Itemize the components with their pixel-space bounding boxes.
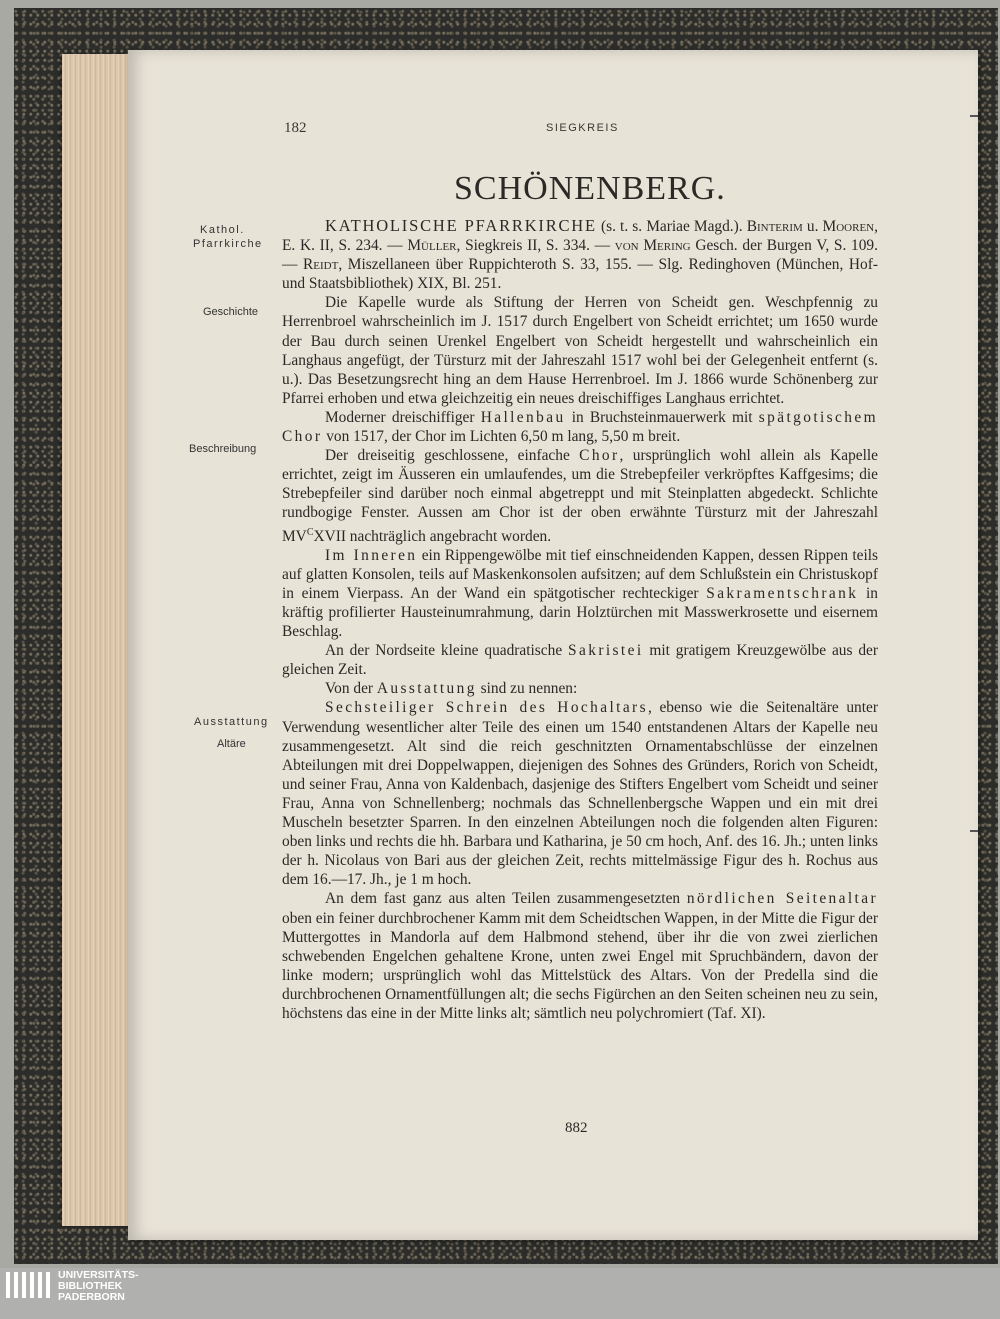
running-title: SIEGKREIS [546, 122, 619, 134]
paragraph-bibliography: KATHOLISCHE PFARRKIRCHE (s. t. s. Mariae Magd.). Binterim u. Mooren, E. K. II, S. 234. — Müller, Siegkreis II, S. 334. — von Mering Gesch. der Burgen V, S. 109. — Reidt, Miszellaneen über Ruppichteroth S. 33, 155. — Slg. Redinghoven (München, Hof- und Staatsbibliothek) XIX, Bl. 251. [282, 216, 878, 293]
paragraph-side-altar: An dem fast ganz aus alten Teilen zusammengesetzten nördlichen Seitenaltar oben ein feiner durchbrochener Kamm mit dem Scheidtschen Wappen, in der Mitte die Figur der Muttergottes in Mandorla auf dem Halbmond stehend, über ihr die von zwei zierlichen schwebenden Engelchen gehaltene Krone, unten zwei Engel mit Spruchbändern, davon der linke modern; ursprünglich wohl das Mittelstück des Altars. Von der Predella sind die durchbrochenen Ornamentfüllungen alt; die sechs Figürchen an den Seiten scheinen neu zu sein, höchstens das eine in der Mitte links alt; sämtlich neu polychromiert (Taf. XI). [282, 890, 878, 1022]
binding-mark [970, 830, 978, 832]
body-text [282, 216, 878, 1023]
folio-number: 882 [565, 1120, 588, 1136]
margin-note-altaere: Altäre [217, 738, 246, 750]
library-footer [0, 1268, 1000, 1319]
paragraph-high-altar: Sechsteiliger Schrein des Hochaltars, ebenso wie die Seitenaltäre unter Verwendung wesentlicher alter Teile des einen um 1540 entstandenen Altars der Kapelle neu zusammengesetzt. Alt sind die reich geschnitzten Ornamentabschlüsse der einzelnen Abteilungen mit drei Doppelwappen, diejenigen des Sohnes des Gründers, Rorich von Scheidt, und seiner Frau, Anna von Kaldenbach, dasjenige des Stifters Engelbert vom Scheidt und seiner Frau, Anna von Schnellenberg; nochmals das Schnellenbergsche Wappen und ein mit drei Muscheln besetzter Sparren. In den einzelnen Abteilungen noch die folgenden alten Figuren: oben links und rechts die hh. Barbara und Katharina, je 50 cm hoch, Anf. des 16. Jh.; unten links der h. Nicolaus von Bari aus der gleichen Zeit, rechts mittelmässige Figur des h. Rochus aus dem 16.—17. Jh., je 1 m hoch. [282, 699, 878, 889]
margin-note-geschichte: Geschichte [203, 306, 259, 318]
binding-mark [970, 115, 978, 117]
library-name: UNIVERSITÄTS- BIBLIOTHEK PADERBORN [58, 1269, 139, 1303]
paragraph-furnishing: Von der Ausstattung sind zu nennen: [325, 680, 578, 698]
page-number: 182 [284, 120, 307, 136]
margin-note-beschreibung: Beschreibung [189, 443, 257, 455]
margin-note-kathol: Kathol. [200, 224, 245, 236]
margin-note-pfarrkirche: Pfarrkirche [193, 238, 263, 250]
paragraph-choir: Der dreiseitig geschlossene, einfache Chor, ursprünglich wohl allein als Kapelle errichtet, zeigt im Äusseren ein umlaufendes, um die Strebepfeiler verkröpftes Kaffgesims; die Strebepfeiler sind darüber noch einmal abgetreppt und mit Steinplatten abgedeckt. Schlichte rundbogige Fenster. Aussen am Chor ist der oben erwähnte Türsturz mit der Jahreszahl $MV^CXVII$ nachträglich angebracht worden. [282, 447, 878, 545]
section-heading: KATHOLISCHE PFARRKIRCHE [325, 216, 597, 235]
paragraph-history: Die Kapelle wurde als Stiftung der Herren von Scheidt gen. Weschpfennig zu Herrenbroel wahrscheinlich im J. 1517 durch Engelbert von Scheidt errichtet; um 1650 wurde der Bau durch seinen Urenkel Engelbert von Scheidt hergestellt und wahrscheinlich ein Langhaus angefügt, der Türsturz mit der Jahreszahl 1517 wohl bei der Gelegenheit entfernt (s. u.). Das Besetzungsrecht hing an dem Hause Herrenbroel. Im J. 1866 wurde Schönenberg zur Pfarrei erhoben und etwa gleichzeitig ein neues dreischiffiges Langhaus errichtet. [282, 294, 878, 407]
paragraph-sacristy: An der Nordseite kleine quadratische Sakristei mit gratigem Kreuzgewölbe aus der gleichen Zeit. [282, 642, 878, 679]
margin-note-ausstattung: Ausstattung [194, 716, 269, 728]
paragraph-interior: Im Inneren ein Rippengewölbe mit tief einschneidenden Kappen, dessen Rippen teils auf glatten Konsolen, teils auf Maskenkonsolen aufsitzen; auf dem Schlußstein ein Christuskopf in einem Vierpass. An der Wand ein spätgotischer rechteckiger Sakramentschrank in kräftig profilierter Hausteinumrahmung, darin Holztürchen mit Masswerkrosette und eisernem Beschlag. [282, 546, 878, 641]
page-title: SCHÖNENBERG. [454, 170, 726, 207]
paragraph-description: Moderner dreischiffiger Hallenbau in Bruchsteinmauerwerk mit spätgotischem Chor von 1517, der Chor im Lichten 6,50 m lang, 5,50 m breit. [282, 408, 878, 446]
